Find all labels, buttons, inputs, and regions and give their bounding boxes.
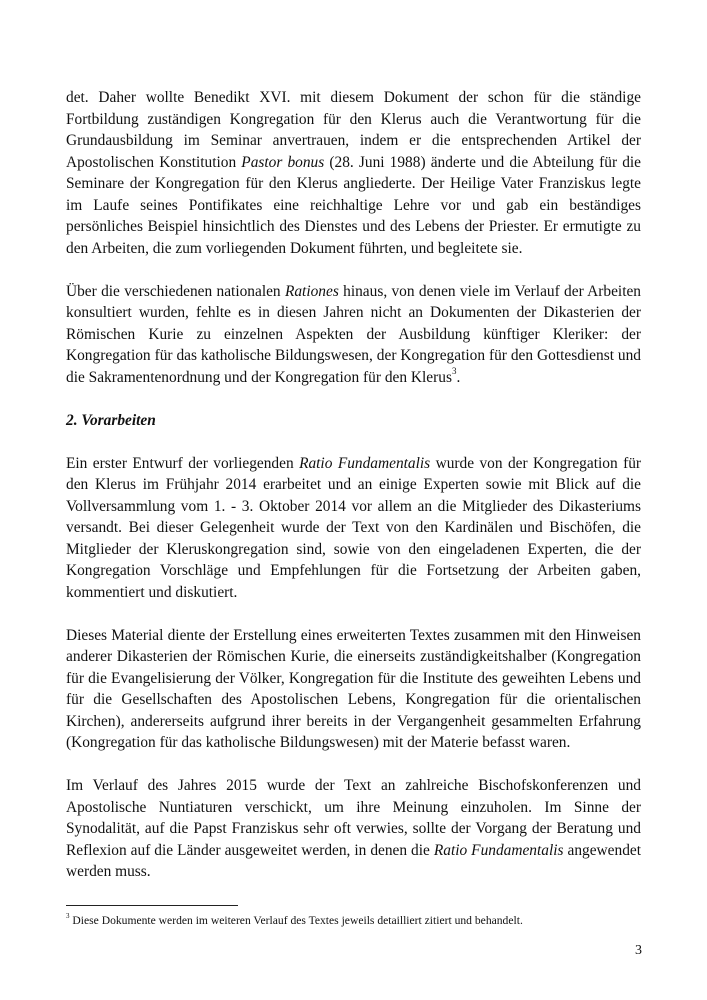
paragraph-5: [66, 775, 641, 883]
footnote-divider: [66, 905, 238, 906]
paragraph-2: [66, 281, 641, 389]
italic-title-ratio-fundamentalis: Ratio Fundamentalis: [299, 454, 431, 472]
paragraph-text: .: [456, 368, 461, 386]
paragraph-text: hinaus, von denen viele im Verlauf der Arbeiten konsultiert wurden, fehlte es in diesen Jahren nicht an Dokumenten der Dikasterien der Römischen Kurie zu einzelnen Aspekten der Ausbildung künftiger Kleriker: der Kongregation für das katholische Bildungswesen, der Kongregation für den Gottesdienst und die Sakramentenordnung und der Kongregation für den Klerus: [66, 282, 641, 386]
paragraph-1: [66, 87, 641, 259]
footnote-reference[interactable]: 3: [451, 366, 457, 377]
paragraph-3: [66, 453, 641, 604]
paragraph-text: Über die verschiedenen nationalen: [66, 282, 285, 300]
footnote-text: Diese Dokumente werden im weiteren Verlauf des Textes jeweils detailliert zitiert und behandelt.: [69, 914, 523, 927]
section-heading: 2. Vorarbeiten: [66, 411, 156, 429]
paragraph-text: Ein erster Entwurf der vorliegenden: [66, 454, 300, 472]
italic-title-ratio-fundamentalis: Ratio Fundamentalis: [433, 841, 564, 859]
footnote: [66, 914, 646, 928]
paragraph-text: (28. Juni 1988) änderte und die Abteilung für die Seminare der Kongregation für den Klerus angliederte. Der Heilige Vater Franziskus legte im Laufe seines Pontifikates eine reichhaltige Lehre vor und gab ein beständiges persönliches Beispiel hinsichtlich des Dienstes und des Lebens der Priester. Er ermutigte zu den Arbeiten, die zum vorliegenden Dokument führten, und begleitete sie.: [66, 153, 641, 257]
body-text: [66, 87, 641, 883]
paragraph-text: det. Daher wollte Benedikt XVI. mit diesem Dokument der schon für die ständige Fortbildung zuständigen Kongregation für den Klerus auch die Verantwortung für die Grundausbildung im Seminar anvertrauen, indem er die entsprechenden Artikel der Apostolischen Konstitution: [66, 89, 641, 171]
footnote-number: 3: [66, 912, 70, 921]
paragraph-text: angewendet werden muss.: [66, 841, 641, 880]
paragraph-text: wurde von der Kongregation für den Klerus im Frühjahr 2014 erarbeitet und an einige Experten sowie mit Blick auf die Vollversammlung vom 1. - 3. Oktober 2014 vor allem an die Mitglieder des Dikasteriums versandt. Bei dieser Gelegenheit wurde der Text von den Kardinälen und Bischöfen, die Mitglieder der Kleruskongregation sind, sowie von den eingeladenen Experten, die der Kongregation Vorschläge und Empfehlungen für die Fortsetzung der Arbeiten gaben, kommentiert und diskutiert.: [66, 454, 642, 601]
paragraph-text: Im Verlauf des Jahres 2015 wurde der Text an zahlreiche Bischofskonferenzen und Apostolische Nuntiaturen verschickt, um ihre Meinung einzuholen. Im Sinne der Synodalität, auf die Papst Franziskus sehr oft verwies, sollte der Vorgang der Beratung und Reflexion auf die Länder ausgeweitet werden, in denen die: [66, 777, 641, 859]
italic-term-rationes: Rationes: [284, 282, 339, 300]
page-number: 3: [635, 943, 642, 958]
paragraph-text: Dieses Material diente der Erstellung eines erweiterten Textes zusammen mit den Hinweisen anderer Dikasterien der Römischen Kurie, die einerseits zuständigkeitshalber (Kongregation für die Evangelisierung der Völker, Kongregation für die Institute des geweihten Lebens und für die Gesellschaften des Apostolischen Lebens, Kongregation für die orientalischen Kirchen), andererseits aufgrund ihrer bereits in der Vergangenheit gesammelten Erfahrung (Kongregation für das katholische Bildungswesen) mit der Materie befasst waren.: [66, 626, 641, 751]
italic-title-pastor-bonus: Pastor bonus: [241, 153, 325, 171]
paragraph-4: [66, 625, 641, 754]
